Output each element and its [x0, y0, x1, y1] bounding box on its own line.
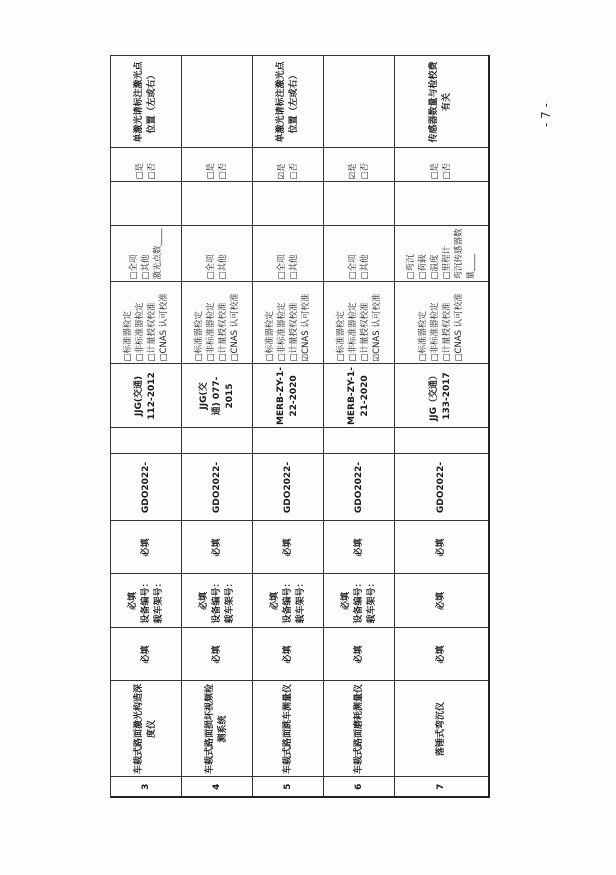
note-cell — [182, 56, 253, 148]
yes-no-cell-line: □否 — [218, 162, 228, 180]
yes-no-cell — [182, 148, 253, 182]
seq-cell: 3 — [111, 777, 182, 797]
device-number-cell-line: 必填 — [127, 592, 138, 611]
scope-options-cell-line: □其他 — [360, 254, 370, 280]
blank-cell — [111, 428, 182, 454]
scope-options-cell-line: 弯沉传感器数量____ — [454, 228, 477, 280]
method-options-cell — [111, 282, 182, 364]
required-cell-1: 必填 — [395, 628, 489, 681]
method-options-cell-line: □计量授权校准 — [147, 302, 157, 362]
scope-options-cell-line: □全项 — [277, 254, 287, 280]
note-cell: 单激光请标注激光点位置（左或右） — [111, 56, 182, 148]
table-row — [111, 56, 182, 797]
scope-options-cell — [111, 226, 182, 282]
blank-cell-2 — [111, 182, 182, 226]
method-options-cell — [395, 282, 489, 364]
equipment-name-cell: 车载式路面磨耗测量仪 — [324, 681, 395, 777]
code-cell: GDO2022- — [395, 454, 489, 521]
scope-options-cell — [253, 226, 324, 282]
scope-options-cell-line: □里程计 — [442, 245, 453, 280]
device-number-cell — [111, 574, 182, 628]
method-options-cell-line: □标准器检定 — [265, 310, 275, 362]
yes-no-cell — [324, 148, 395, 182]
blank-cell — [324, 428, 395, 454]
method-options-cell-line: □计量授权校准 — [218, 302, 228, 362]
table-row — [324, 56, 395, 797]
standard-cell-line: 21-2020 — [360, 375, 370, 417]
method-options-cell-line: □计量授权校准 — [289, 302, 299, 362]
standard-cell-line: 通) 077-2015 — [211, 376, 235, 416]
standard-cell — [253, 364, 324, 428]
note-cell — [324, 56, 395, 148]
device-number-cell — [182, 574, 253, 628]
blank-cell-2 — [182, 182, 253, 226]
method-options-cell-line: □计量授权校准 — [442, 302, 453, 362]
device-number-cell-line: 设备编号： — [353, 578, 364, 624]
standard-cell-line: 22-2020 — [289, 375, 299, 417]
standard-cell — [324, 364, 395, 428]
note-cell: 传感器数量与检校费有关 — [395, 56, 489, 148]
method-options-cell-line: ☑CNAS 认可校准 — [301, 293, 311, 362]
code-cell: GDO2022- — [253, 454, 324, 521]
scope-options-cell-line: □全项 — [348, 254, 358, 280]
method-options-cell-line: □CNAS 认可校准 — [159, 293, 169, 362]
method-options-cell — [324, 282, 395, 364]
method-options-cell-line: □非标准器检定 — [206, 302, 216, 362]
yes-no-cell-line: □否 — [360, 162, 370, 180]
method-options-cell-line: □CNAS 认可校准 — [230, 293, 240, 362]
yes-no-cell-line: □是 — [206, 162, 216, 180]
scope-options-cell — [324, 226, 395, 282]
standard-cell-line: JJG(交 — [198, 382, 209, 410]
method-options-cell-line: □非标准器检定 — [135, 302, 145, 362]
standard-cell-line: 133-2017 — [442, 372, 453, 420]
device-number-cell — [253, 574, 324, 628]
required-cell-1: 必填 — [253, 628, 324, 681]
scope-options-cell — [182, 226, 253, 282]
method-options-cell — [182, 282, 253, 364]
equipment-name-cell: 车载式路面跳车测量仪 — [253, 681, 324, 777]
required-cell-2: 必填 — [253, 521, 324, 574]
yes-no-cell-line: ☑是 — [277, 163, 287, 180]
scope-options-cell-line: □全项 — [206, 254, 216, 280]
method-options-cell-line: ☑CNAS 认可校准 — [372, 293, 382, 362]
equipment-name-cell: 车载式路面损坏视频检测系统 — [182, 681, 253, 777]
device-number-cell-line: 必填 — [198, 592, 209, 611]
standard-cell — [182, 364, 253, 428]
device-number-cell-line: 必填 — [269, 592, 280, 611]
yes-no-cell-line: □否 — [147, 162, 157, 180]
required-cell-2: 必填 — [111, 521, 182, 574]
method-options-cell-line: □标准器检定 — [336, 310, 346, 362]
required-cell-1: 必填 — [182, 628, 253, 681]
method-options-cell-line: □标准器检定 — [194, 310, 204, 362]
method-options-cell-line: □标准器检定 — [418, 310, 429, 362]
device-number-cell-line: 设备编号： — [140, 578, 151, 624]
seq-cell: 4 — [182, 777, 253, 797]
method-options-cell — [253, 282, 324, 364]
seq-cell: 6 — [324, 777, 395, 797]
required-cell-2: 必填 — [182, 521, 253, 574]
scope-options-cell-line: 激光点数____ — [153, 228, 163, 280]
scope-options-cell — [395, 226, 489, 282]
device-number-cell-line: 载车架号： — [153, 578, 164, 624]
required-cell-2: 必填 — [324, 521, 395, 574]
method-options-cell-line: □计量授权校准 — [360, 302, 370, 362]
required-cell-2: 必填 — [395, 521, 489, 574]
scope-options-cell-line: □其他 — [141, 254, 151, 280]
scope-options-cell-line: □其他 — [218, 254, 228, 280]
blank-cell-2 — [253, 182, 324, 226]
table-row — [395, 56, 489, 797]
scope-options-cell-line: □温度 — [430, 254, 441, 280]
required-cell-1: 必填 — [111, 628, 182, 681]
blank-cell-2 — [324, 182, 395, 226]
device-number-cell-line: 载车架号： — [224, 578, 235, 624]
equipment-table — [110, 56, 490, 799]
code-cell: GDO2022- — [182, 454, 253, 521]
rotated-table-container — [110, 57, 488, 798]
yes-no-cell-line: □是 — [430, 162, 441, 180]
equipment-name-cell: 落锤式弯沉仪 — [395, 681, 489, 777]
method-options-cell-line: □非标准器检定 — [348, 302, 358, 362]
blank-cell — [395, 428, 489, 454]
method-options-cell-line: □非标准器检定 — [277, 302, 287, 362]
yes-no-cell — [111, 148, 182, 182]
required-cell-1: 必填 — [324, 628, 395, 681]
seq-cell: 5 — [253, 777, 324, 797]
scope-options-cell-line: □荷载 — [418, 254, 429, 280]
standard-cell-line: JJG（交通） — [429, 370, 440, 422]
device-number-cell — [324, 574, 395, 628]
device-number-cell-line: 必填 — [340, 592, 351, 611]
blank-cell-2 — [395, 182, 489, 226]
blank-cell — [182, 428, 253, 454]
device-number-cell-line: 设备编号： — [282, 578, 293, 624]
note-cell: 单激光请标注激光点位置（左或右） — [253, 56, 324, 148]
method-options-cell-line: □非标准器检定 — [430, 302, 441, 362]
code-cell: GDO2022- — [111, 454, 182, 521]
seq-cell: 7 — [395, 777, 489, 797]
standard-cell-line: JJG(交通) — [134, 375, 144, 417]
scope-options-cell-line: □弯沉 — [406, 254, 417, 280]
device-number-cell — [395, 574, 489, 628]
device-number-cell-line: 必填 — [435, 592, 446, 611]
equipment-name-cell: 车载式路面激光构造深度仪 — [111, 681, 182, 777]
yes-no-cell — [253, 148, 324, 182]
method-options-cell-line: □标准器检定 — [123, 310, 133, 362]
yes-no-cell-line: □是 — [135, 162, 145, 180]
scope-options-cell-line: □全项 — [129, 254, 139, 280]
standard-cell — [111, 364, 182, 428]
standard-cell-line: MERB-ZY-1- — [276, 366, 286, 426]
scope-options-cell-line: □其他 — [289, 254, 299, 280]
method-options-cell-line: □CNAS 认可校准 — [454, 293, 465, 362]
standard-cell-line: MERB-ZY-1- — [347, 366, 357, 426]
yes-no-cell-line: □否 — [289, 162, 299, 180]
table-row — [253, 56, 324, 797]
blank-cell — [253, 428, 324, 454]
page-number: - 7 - — [538, 103, 553, 127]
device-number-cell-line: 载车架号： — [366, 578, 377, 624]
code-cell: GDO2022- — [324, 454, 395, 521]
yes-no-cell-line: ☑是 — [348, 163, 358, 180]
device-number-cell-line: 设备编号： — [211, 578, 222, 624]
device-number-cell-line: 载车架号： — [295, 578, 306, 624]
standard-cell — [395, 364, 489, 428]
yes-no-cell-line: □否 — [442, 162, 453, 180]
yes-no-cell — [395, 148, 489, 182]
standard-cell-line: 112-2012 — [147, 372, 157, 420]
table-row — [182, 56, 253, 797]
